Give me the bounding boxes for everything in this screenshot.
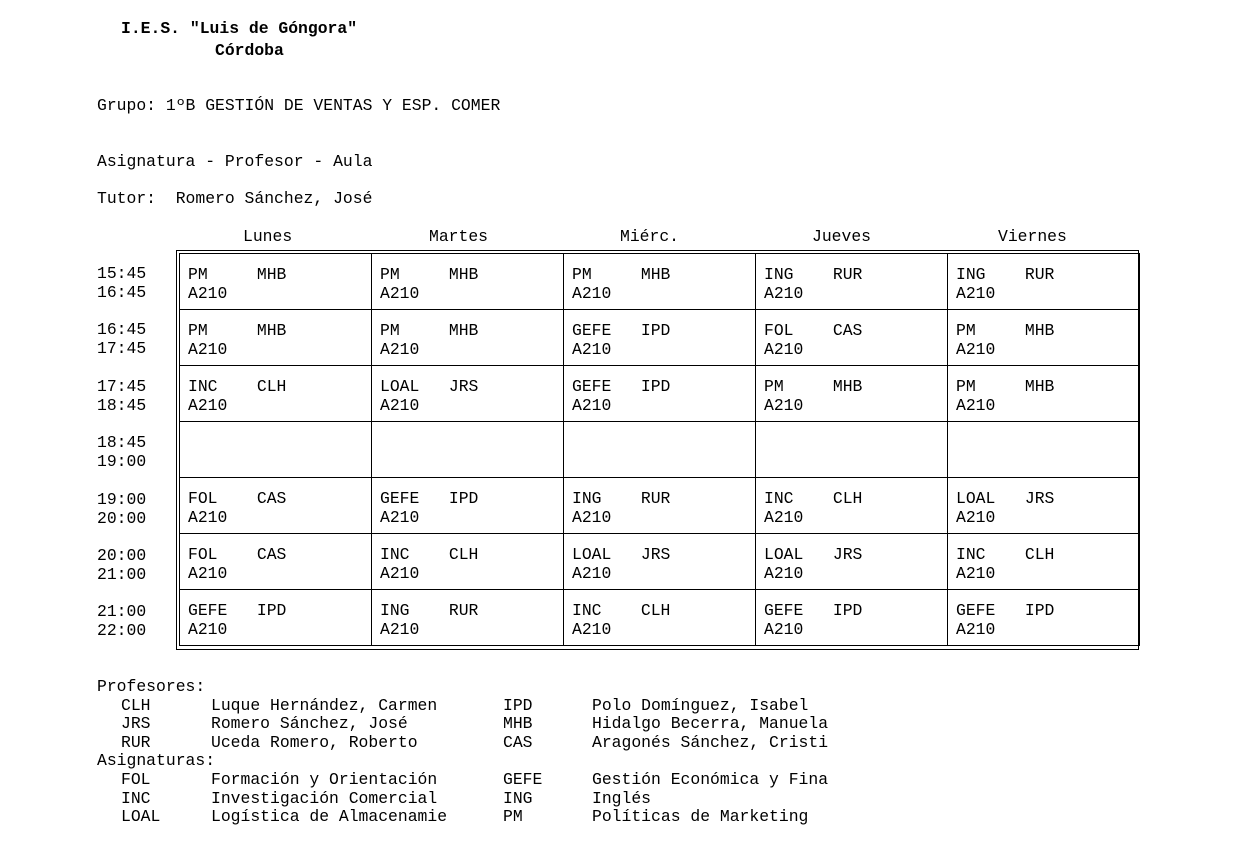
timetable-cell [372, 254, 564, 310]
classroom: A210 [956, 340, 996, 359]
subject-teacher: PM MHB [572, 265, 671, 284]
timetable-cell [372, 590, 564, 646]
timetable-cell [564, 366, 756, 422]
slot-end-time: 18:45 [97, 395, 147, 415]
timetable-cell [372, 534, 564, 590]
timetable-cell [180, 478, 372, 534]
slot-end-time: 21:00 [97, 565, 147, 584]
timetable-cell [564, 590, 756, 646]
subject-teacher: GEFE IPD [188, 601, 287, 620]
cell-content [948, 310, 1139, 359]
asignatura-row [97, 771, 828, 790]
timetable-cell [948, 478, 1140, 534]
legend-description: Investigación Comercial [211, 788, 438, 808]
classroom: A210 [956, 620, 996, 639]
timetable-row [180, 590, 1140, 646]
classroom: A210 [956, 564, 996, 583]
timetable-cell [564, 422, 756, 478]
cell-content [756, 478, 947, 527]
subject-teacher: FOL CAS [188, 489, 287, 508]
timetable-cell [564, 534, 756, 590]
cell-content [372, 478, 563, 527]
timetable-cell [564, 310, 756, 366]
school-city: Córdoba [215, 41, 284, 60]
classroom: A210 [956, 396, 996, 415]
timetable-cell [372, 366, 564, 422]
timetable-cell [948, 534, 1140, 590]
timetable-cell [180, 534, 372, 590]
timetable-cell [372, 422, 564, 478]
timetable-cell [756, 422, 948, 478]
legend-code: MHB [503, 714, 533, 734]
subject-teacher: LOAL JRS [956, 489, 1055, 508]
cell-content [180, 422, 371, 433]
timetable-cell [180, 254, 372, 310]
timetable-row [180, 310, 1140, 366]
subject-teacher: INC CLH [956, 545, 1055, 564]
cell-content [372, 366, 563, 415]
classroom: A210 [380, 340, 420, 359]
classroom: A210 [764, 340, 804, 359]
legend [97, 678, 828, 827]
legend-code: LOAL [121, 807, 161, 827]
school-name: I.E.S. "Luis de Góngora" [121, 19, 358, 38]
slot-end-time: 22:00 [97, 621, 147, 641]
timetable-row [180, 366, 1140, 422]
timetable-cell [948, 590, 1140, 646]
timetable-cell [948, 310, 1140, 366]
slot-end-time: 19:00 [97, 452, 147, 472]
timetable-row [180, 254, 1140, 310]
cell-content [756, 534, 947, 583]
day-header-viernes: Viernes [998, 227, 1067, 246]
timetable-cell [756, 310, 948, 366]
cell-content [948, 422, 1139, 433]
subject-teacher: PM MHB [956, 321, 1055, 340]
subject-teacher: LOAL JRS [380, 377, 479, 396]
classroom: A210 [380, 508, 420, 527]
legend-code: GEFE [503, 769, 543, 789]
cell-content [180, 310, 371, 359]
day-header-lunes: Lunes [243, 227, 293, 246]
timetable-cell [948, 422, 1140, 478]
cell-content [564, 534, 755, 583]
timetable-row [180, 534, 1140, 590]
cell-content [756, 310, 947, 359]
cell-content [564, 590, 755, 639]
legend-description: Luque Hernández, Carmen [211, 695, 438, 715]
classroom: A210 [572, 508, 612, 527]
subject-teacher: INC CLH [188, 377, 287, 396]
classroom: A210 [572, 284, 612, 303]
subject-teacher: GEFE IPD [380, 489, 479, 508]
cell-content [948, 590, 1139, 639]
cell-content [756, 254, 947, 303]
cell-content [948, 366, 1139, 415]
slot-end-time: 16:45 [97, 283, 147, 302]
classroom: A210 [188, 508, 228, 527]
subject-teacher: ING RUR [572, 489, 671, 508]
profesores-title: Profesores: [97, 677, 206, 696]
subject-teacher: ING RUR [956, 265, 1055, 284]
timetable-row [180, 478, 1140, 534]
legend-description: Formación y Orientación [211, 769, 438, 789]
classroom: A210 [956, 284, 996, 303]
subject-teacher: PM MHB [380, 321, 479, 340]
classroom: A210 [764, 508, 804, 527]
legend-description: Polo Domínguez, Isabel [592, 695, 809, 715]
subject-teacher: PM MHB [956, 377, 1055, 396]
classroom: A210 [188, 564, 228, 583]
legend-code: IPD [503, 695, 533, 715]
legend-code: ING [503, 788, 533, 808]
cell-content [948, 534, 1139, 583]
classroom: A210 [380, 564, 420, 583]
day-header-martes: Martes [429, 227, 489, 246]
timetable-cell [180, 422, 372, 478]
subject-teacher: GEFE IPD [572, 321, 671, 340]
subject-teacher: PM MHB [188, 321, 287, 340]
day-header-jueves: Jueves [812, 227, 872, 246]
timetable-cell [564, 478, 756, 534]
classroom: A210 [188, 340, 228, 359]
cell-content [564, 254, 755, 303]
profesores-list [97, 697, 828, 753]
classroom: A210 [380, 620, 420, 639]
classroom: A210 [572, 620, 612, 639]
tutor-line: Tutor: Romero Sánchez, José [97, 189, 373, 208]
legend-code: INC [121, 788, 151, 808]
cell-content [564, 366, 755, 415]
subject-teacher: PM MHB [380, 265, 479, 284]
timetable-cell [372, 310, 564, 366]
timetable-row [180, 422, 1140, 478]
slot-end-time: 17:45 [97, 339, 147, 359]
cell-content [948, 254, 1139, 303]
subject-teacher: INC CLH [764, 489, 863, 508]
classroom: A210 [572, 564, 612, 583]
legend-code: FOL [121, 769, 151, 789]
legend-description: Romero Sánchez, José [211, 714, 408, 734]
cell-content [372, 590, 563, 639]
day-header-miercoles: Miérc. [620, 227, 680, 246]
classroom: A210 [764, 620, 804, 639]
subject-teacher: FOL CAS [764, 321, 863, 340]
asignatura-row [97, 790, 828, 809]
timetable-cell [372, 478, 564, 534]
classroom: A210 [764, 284, 804, 303]
slot-start-time: 21:00 [97, 602, 147, 622]
timetable-cell [180, 366, 372, 422]
legend-code: RUR [121, 732, 151, 752]
cell-content [372, 534, 563, 583]
slot-start-time: 18:45 [97, 433, 147, 453]
subject-teacher: GEFE IPD [956, 601, 1055, 620]
classroom: A210 [188, 284, 228, 303]
subject-teacher: ING RUR [764, 265, 863, 284]
subject-teacher: INC CLH [380, 545, 479, 564]
timetable-cell [756, 590, 948, 646]
timetable-cell [756, 478, 948, 534]
classroom: A210 [188, 620, 228, 639]
timetable-cell [180, 590, 372, 646]
timetable-cell [756, 366, 948, 422]
slot-start-time: 17:45 [97, 376, 147, 396]
timetable-cell [948, 366, 1140, 422]
legend-code: CAS [503, 732, 533, 752]
asignatura-row [97, 808, 828, 827]
cell-content [180, 534, 371, 583]
timetable-cell [564, 254, 756, 310]
slot-start-time: 16:45 [97, 320, 147, 340]
cell-content [564, 478, 755, 527]
legend-code: JRS [121, 714, 151, 734]
cell-content [372, 254, 563, 303]
subject-teacher: LOAL JRS [764, 545, 863, 564]
asignaturas-list [97, 771, 828, 827]
subject-teacher: INC CLH [572, 601, 671, 620]
legend-description: Políticas de Marketing [592, 807, 809, 827]
subject-teacher: LOAL JRS [572, 545, 671, 564]
legend-description: Hidalgo Becerra, Manuela [592, 714, 829, 734]
legend-description: Gestión Económica y Fina [592, 769, 829, 789]
subject-teacher: PM MHB [188, 265, 287, 284]
timetable-cell [756, 534, 948, 590]
classroom: A210 [956, 508, 996, 527]
profesor-row [97, 734, 828, 753]
cell-content [180, 366, 371, 415]
cell-content [372, 422, 563, 433]
profesor-row [97, 715, 828, 734]
group-title: Grupo: 1ºB GESTIÓN DE VENTAS Y ESP. COMER [97, 96, 501, 115]
legend-description: Logística de Almacenamie [211, 807, 448, 827]
cell-content [180, 478, 371, 527]
legend-description: Inglés [592, 788, 652, 808]
classroom: A210 [764, 396, 804, 415]
asignaturas-title: Asignaturas: [97, 751, 216, 771]
cell-content [180, 254, 371, 303]
cell-content [756, 590, 947, 639]
subject-teacher: FOL CAS [188, 545, 287, 564]
subject-teacher: ING RUR [380, 601, 479, 620]
legend-code: CLH [121, 695, 151, 715]
cell-content [948, 478, 1139, 527]
legend-description: Uceda Romero, Roberto [211, 732, 418, 752]
classroom: A210 [380, 284, 420, 303]
cell-content [372, 310, 563, 359]
timetable [179, 253, 1140, 646]
subject-teacher: GEFE IPD [764, 601, 863, 620]
cell-content [756, 422, 947, 433]
cell-legend-line: Asignatura - Profesor - Aula [97, 152, 373, 171]
subject-teacher: PM MHB [764, 377, 863, 396]
classroom: A210 [380, 396, 420, 415]
profesor-row [97, 697, 828, 716]
cell-content [180, 590, 371, 639]
cell-content [564, 310, 755, 359]
cell-content [756, 366, 947, 415]
slot-start-time: 20:00 [97, 546, 147, 565]
timetable-cell [948, 254, 1140, 310]
slot-start-time: 15:45 [97, 264, 147, 283]
classroom: A210 [572, 340, 612, 359]
classroom: A210 [764, 564, 804, 583]
timetable-cell [756, 254, 948, 310]
slot-end-time: 20:00 [97, 508, 147, 528]
cell-content [564, 422, 755, 433]
legend-code: PM [503, 807, 523, 827]
slot-start-time: 19:00 [97, 489, 147, 509]
timetable-cell [180, 310, 372, 366]
classroom: A210 [572, 396, 612, 415]
legend-description: Aragonés Sánchez, Cristi [592, 732, 829, 752]
classroom: A210 [188, 396, 228, 415]
subject-teacher: GEFE IPD [572, 377, 671, 396]
